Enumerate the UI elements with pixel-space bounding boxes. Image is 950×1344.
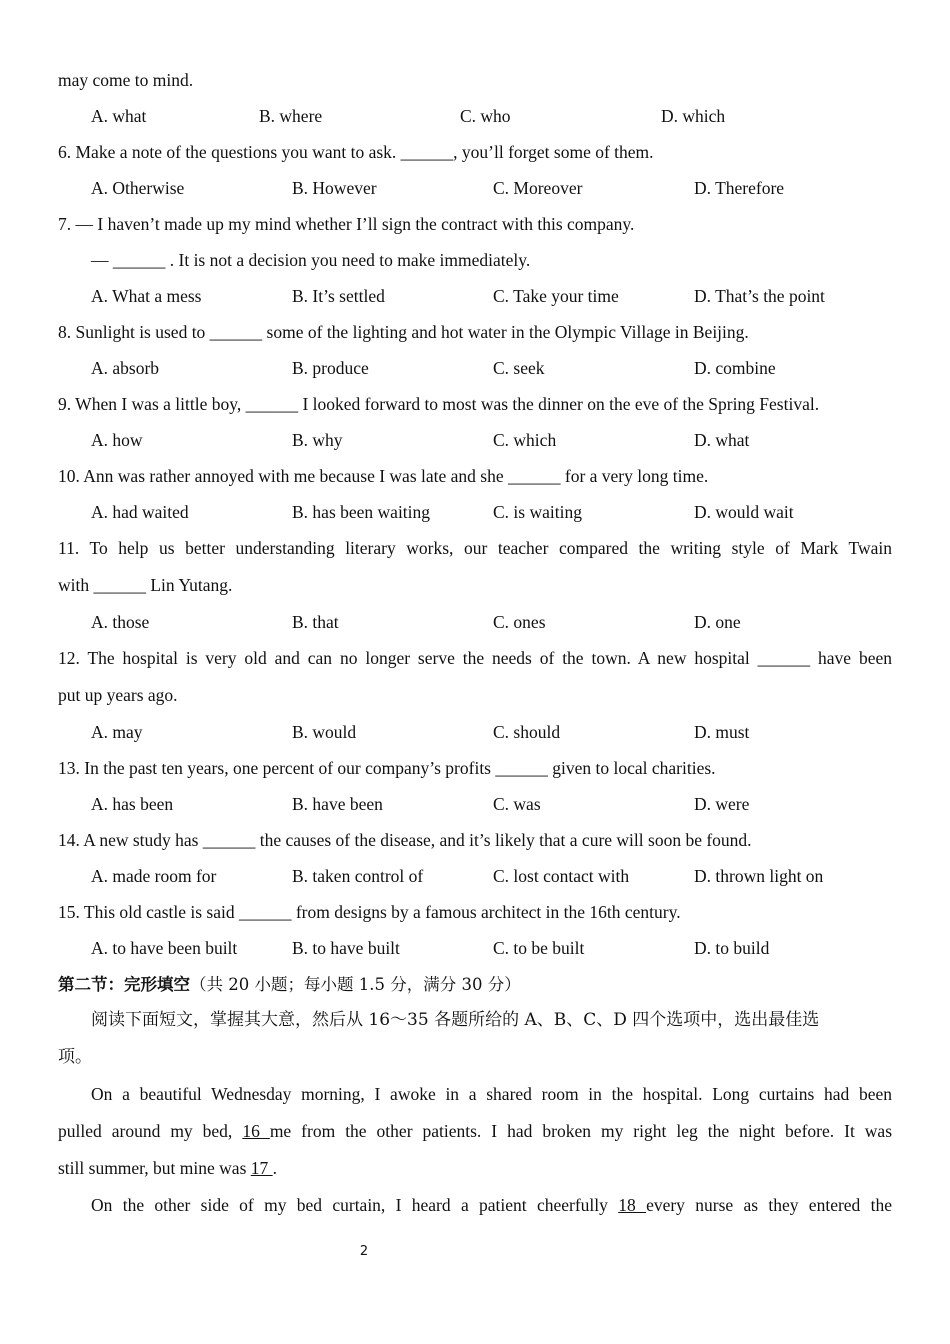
- question-7-reply: — ______ . It is not a decision you need to make immediately.: [91, 250, 531, 270]
- question-14: 14. A new study has ______ the causes of the disease, and it’s likely that a cure will soon be found.: [58, 830, 752, 850]
- question-5-options: [58, 98, 892, 134]
- question-9-options: [58, 422, 892, 458]
- option-b: B. that: [292, 612, 339, 632]
- passage-line-2: [58, 1113, 892, 1150]
- option-c: C. lost contact with: [493, 866, 630, 886]
- option-d: D. That’s the point: [694, 286, 825, 306]
- passage-text: .: [272, 1158, 278, 1178]
- option-a: A. those: [91, 612, 150, 632]
- option-c: C. was: [493, 794, 541, 814]
- option-d: D. Therefore: [694, 178, 785, 198]
- question-9: 9. When I was a little boy, ______ I looked forward to most was the dinner on the eve of the Spring Festival.: [58, 394, 820, 414]
- passage-text: me from the other patients. I had broken my right leg the night before. It was: [269, 1121, 892, 1141]
- option-a: A. has been: [91, 794, 174, 814]
- question-14-options: [58, 858, 892, 894]
- question-13-options: [58, 786, 892, 822]
- option-b: B. taken control of: [292, 866, 424, 886]
- option-d: D. thrown light on: [694, 866, 824, 886]
- page-number: 2: [359, 1244, 369, 1259]
- option-a: A. What a mess: [91, 286, 202, 306]
- option-a: A. Otherwise: [91, 178, 185, 198]
- question-11-line-1: 11. To help us better understanding literary works, our teacher compared the writing style of Mark Twain: [58, 538, 892, 558]
- option-a: A. to have been built: [91, 938, 238, 958]
- option-b: B. to have built: [292, 938, 400, 958]
- option-c: C. to be built: [493, 938, 585, 958]
- blank-17: 17: [250, 1158, 273, 1178]
- passage-line-1: On a beautiful Wednesday morning, I awoke in a shared room in the hospital. Long curtains had been: [91, 1084, 892, 1104]
- passage-text: still summer, but mine was: [58, 1158, 251, 1178]
- question-10-options: [58, 494, 892, 530]
- section-heading: [58, 966, 892, 1002]
- question-8: 8. Sunlight is used to ______ some of the lighting and hot water in the Olympic Village in Beijing.: [58, 322, 749, 342]
- question-7-options: [58, 278, 892, 314]
- instruction-line-1: 阅读下面短文，掌握其大意，然后从 16～35 各题所给的 A、B、C、D 四个选项中，选出最佳选: [91, 1010, 820, 1030]
- instruction-line-2: 项。: [58, 1047, 92, 1067]
- option-c: C. should: [493, 722, 561, 742]
- option-b: B. produce: [292, 358, 369, 378]
- option-a: A. made room for: [91, 866, 217, 886]
- question-8-options: [58, 350, 892, 386]
- option-b: B. have been: [292, 794, 383, 814]
- option-c: C. which: [493, 430, 557, 450]
- question-11-options: [58, 604, 892, 640]
- passage-line-3: [58, 1150, 892, 1187]
- option-b: B. However: [292, 178, 377, 198]
- option-b: B. has been waiting: [292, 502, 431, 522]
- question-12-line-2: put up years ago.: [58, 685, 178, 705]
- option-c: C. Take your time: [493, 286, 619, 306]
- question-15: 15. This old castle is said ______ from designs by a famous architect in the 16th century.: [58, 902, 681, 922]
- option-c: C. is waiting: [493, 502, 582, 522]
- question-10: 10. Ann was rather annoyed with me because I was late and she ______ for a very long time.: [58, 466, 709, 486]
- option-d: D. must: [694, 722, 750, 742]
- passage-text: pulled around my bed,: [58, 1121, 243, 1141]
- option-a: A. what: [91, 106, 147, 126]
- question-15-options: [58, 930, 892, 966]
- option-b: B. It’s settled: [292, 286, 385, 306]
- section-scoring: （共 20 小题；每小题 1.5 分，满分 30 分）: [190, 975, 521, 994]
- option-d: D. to build: [694, 938, 770, 958]
- option-c: C. ones: [493, 612, 546, 632]
- option-a: A. had waited: [91, 502, 189, 522]
- option-d: D. what: [694, 430, 750, 450]
- option-d: D. would wait: [694, 502, 794, 522]
- passage-text: every nurse as they entered the: [646, 1195, 892, 1215]
- option-b: B. why: [292, 430, 343, 450]
- passage-line-4: [58, 1187, 892, 1224]
- option-a: A. how: [91, 430, 143, 450]
- option-d: D. combine: [694, 358, 776, 378]
- passage-text: On the other side of my bed curtain, I heard a patient cheerfully: [91, 1195, 619, 1215]
- blank-18: 18: [618, 1195, 647, 1215]
- section-title: 第二节：完形填空: [58, 975, 190, 994]
- option-b: B. where: [259, 106, 323, 126]
- question-5-tail: may come to mind.: [58, 70, 194, 90]
- option-d: D. were: [694, 794, 750, 814]
- question-6: 6. Make a note of the questions you want to ask. ______, you’ll forget some of them.: [58, 142, 654, 162]
- option-b: B. would: [292, 722, 357, 742]
- option-c: C. Moreover: [493, 178, 583, 198]
- blank-16: 16: [242, 1121, 270, 1141]
- option-c: C. seek: [493, 358, 545, 378]
- question-12-line-1: 12. The hospital is very old and can no longer serve the needs of the town. A new hospital ______ have been: [58, 648, 892, 668]
- option-c: C. who: [460, 106, 511, 126]
- exam-page: [58, 62, 892, 1224]
- option-d: D. which: [661, 106, 726, 126]
- question-7-prompt: 7. — I haven’t made up my mind whether I’ll sign the contract with this company.: [58, 214, 635, 234]
- question-11-line-2: with ______ Lin Yutang.: [58, 575, 233, 595]
- question-13: 13. In the past ten years, one percent of our company’s profits ______ given to local charities.: [58, 758, 716, 778]
- option-d: D. one: [694, 612, 741, 632]
- question-6-options: [58, 170, 892, 206]
- option-a: A. absorb: [91, 358, 160, 378]
- question-12-options: [58, 714, 892, 750]
- option-a: A. may: [91, 722, 143, 742]
